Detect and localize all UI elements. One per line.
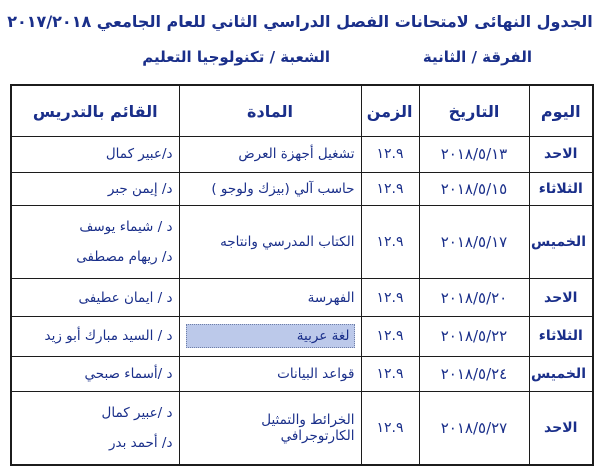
table-row bbox=[11, 206, 593, 279]
date-cell: ٢٠١٨/٥/٢٧ bbox=[419, 392, 529, 465]
teacher-name: د/ ريهام مصطفى bbox=[76, 249, 173, 266]
column-header-time: الزمن bbox=[361, 85, 419, 137]
table-row bbox=[11, 316, 593, 356]
teacher-name: د / شيماء يوسف bbox=[79, 219, 173, 236]
time-cell: ١٢.٩ bbox=[361, 356, 419, 392]
time-cell: ١٢.٩ bbox=[361, 137, 419, 173]
highlighted-subject: لغة عربية bbox=[186, 324, 355, 348]
table-row bbox=[11, 279, 593, 317]
day-cell: الخميس bbox=[529, 356, 593, 392]
teacher-cell bbox=[11, 392, 179, 465]
subject-cell: الفهرسة bbox=[179, 279, 361, 317]
teacher-cell: د /أسماء صبحي bbox=[11, 356, 179, 392]
column-header-day: اليوم bbox=[529, 85, 593, 137]
time-cell: ١٢.٩ bbox=[361, 316, 419, 356]
day-cell: الخميس bbox=[529, 206, 593, 279]
date-cell: ٢٠١٨/٥/١٥ bbox=[419, 172, 529, 205]
table-row bbox=[11, 356, 593, 392]
header-row bbox=[11, 85, 593, 137]
time-cell: ١٢.٩ bbox=[361, 279, 419, 317]
exam-schedule-table bbox=[10, 84, 594, 466]
table-row bbox=[11, 172, 593, 205]
grade-label: الفرقة / الثانية bbox=[422, 48, 532, 66]
date-cell: ٢٠١٨/٥/٢٤ bbox=[419, 356, 529, 392]
day-cell: الثلاثاء bbox=[529, 172, 593, 205]
teacher-name: د /عبير كمال bbox=[101, 405, 173, 422]
subject-cell: الخرائط والتمثيل الكارتوجرافي bbox=[179, 392, 361, 465]
column-header-date: التاريخ bbox=[419, 85, 529, 137]
day-cell: الثلاثاء bbox=[529, 316, 593, 356]
subject-cell: حاسب آلي (بيزك ولوجو ) bbox=[179, 172, 361, 205]
date-cell: ٢٠١٨/٥/١٣ bbox=[419, 137, 529, 173]
date-cell: ٢٠١٨/٥/٢٠ bbox=[419, 279, 529, 317]
column-header-teacher: القائم بالتدريس bbox=[11, 85, 179, 137]
subject-cell: تشغيل أجهزة العرض bbox=[179, 137, 361, 173]
column-header-subject: المادة bbox=[179, 85, 361, 137]
page-title: الجدول النهائى لامتحانات الفصل الدراسي الثاني للعام الجامعي ٢٠١٧/٢٠١٨ bbox=[7, 12, 593, 31]
teacher-cell: د/ إيمن جبر bbox=[11, 172, 179, 205]
teacher-cell: د / السيد مبارك أبو زيد bbox=[11, 316, 179, 356]
day-cell: الاحد bbox=[529, 279, 593, 317]
subject-cell: الكتاب المدرسي وانتاجه bbox=[179, 206, 361, 279]
division-label: الشعبة / تكنولوجيا التعليم bbox=[142, 48, 330, 66]
time-cell: ١٢.٩ bbox=[361, 172, 419, 205]
teacher-cell: د/عبير كمال bbox=[11, 137, 179, 173]
teacher-name: د/ أحمد بدر bbox=[109, 435, 173, 452]
date-cell: ٢٠١٨/٥/١٧ bbox=[419, 206, 529, 279]
subheader bbox=[0, 48, 600, 74]
table-row bbox=[11, 392, 593, 465]
day-cell: الاحد bbox=[529, 392, 593, 465]
subject-cell: قواعد البيانات bbox=[179, 356, 361, 392]
table-row bbox=[11, 137, 593, 173]
teacher-cell: د / ايمان عطيفى bbox=[11, 279, 179, 317]
day-cell: الاحد bbox=[529, 137, 593, 173]
date-cell: ٢٠١٨/٥/٢٢ bbox=[419, 316, 529, 356]
time-cell: ١٢.٩ bbox=[361, 392, 419, 465]
teacher-cell bbox=[11, 206, 179, 279]
subject-cell bbox=[179, 316, 361, 356]
time-cell: ١٢.٩ bbox=[361, 206, 419, 279]
